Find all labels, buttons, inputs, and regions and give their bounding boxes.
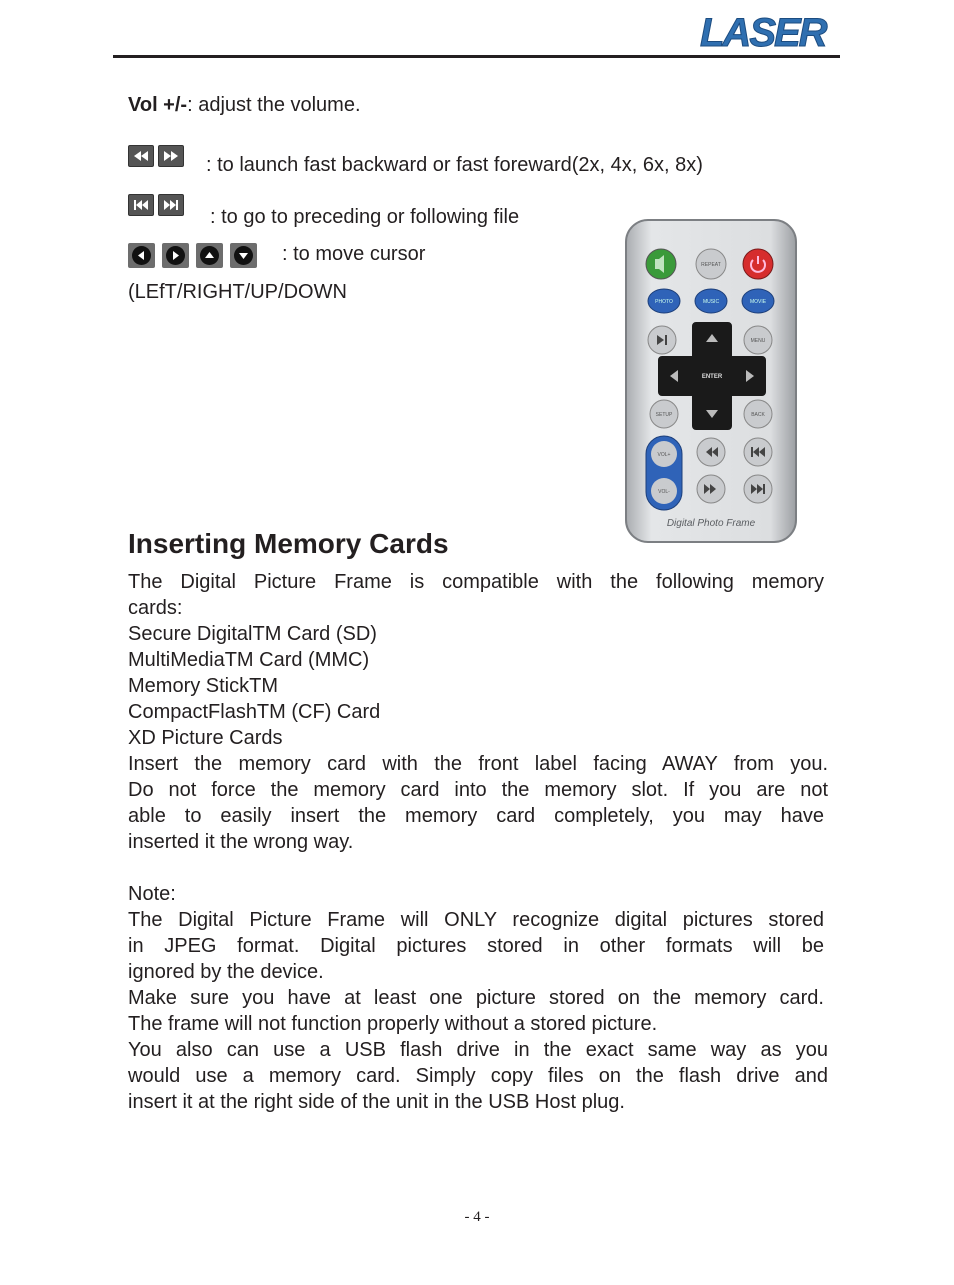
note-line: The Digital Picture Frame will ONLY recognize digital pictures stored: [128, 909, 824, 931]
file-icons: [128, 194, 184, 216]
section-title: Inserting Memory Cards: [128, 528, 449, 559]
card-item: Memory StickTM: [128, 675, 278, 697]
intro-line-1: The Digital Picture Frame is compatible with the following memory: [128, 571, 824, 593]
cursor-directions: (LEfT/RIGHT/UP/DOWN: [128, 281, 347, 303]
back-label: BACK: [751, 412, 765, 418]
right-arrow-icon: [162, 243, 189, 268]
insert-line: Insert the memory card with the front label facing AWAY from you.: [128, 753, 828, 775]
fast-icons: [128, 145, 184, 167]
intro-line-2: cards:: [128, 597, 183, 619]
page-number: - 4 -: [464, 1209, 490, 1225]
insert-line: Do not force the memory card into the memory slot. If you are not: [128, 779, 828, 801]
movie-label: MOVIE: [749, 299, 767, 305]
rewind-icon: [128, 145, 154, 167]
enter-label: ENTER: [701, 374, 723, 380]
photo-label: PHOTO: [655, 299, 673, 305]
remote-brand: Digital Photo Frame: [666, 518, 756, 529]
card-item: CompactFlashTM (CF) Card: [128, 701, 381, 723]
down-arrow-icon: [230, 243, 257, 268]
note-line: would use a memory card. Simply copy files on the flash drive and: [128, 1065, 828, 1087]
previous-file-icon: [128, 194, 154, 216]
laser-logo: [698, 8, 834, 54]
setup-label: SETUP: [655, 412, 673, 418]
next-file-icon: [158, 194, 184, 216]
remote-control-image: [624, 218, 798, 544]
vol-line: [128, 92, 361, 118]
repeat-label: REPEAT: [701, 262, 721, 268]
logo-text: LASER: [700, 11, 826, 54]
insert-line: able to easily insert the memory card completely, you may have: [128, 805, 824, 827]
file-text: : to go to preceding or following file: [210, 206, 520, 228]
up-arrow-icon: [196, 243, 223, 268]
note-line: The frame will not function properly without a stored picture.: [128, 1013, 658, 1035]
note-label: Note:: [128, 883, 176, 905]
note-line: You also can use a USB flash drive in the exact same way as you: [128, 1039, 828, 1061]
insert-line: inserted it the wrong way.: [128, 831, 354, 853]
note-line: ignored by the device.: [128, 961, 324, 983]
note-line: in JPEG format. Digital pictures stored in other formats will be: [128, 935, 824, 957]
vol-text: : adjust the volume.: [187, 94, 361, 116]
menu-label: MENU: [750, 338, 766, 344]
fast-text: : to launch fast backward or fast foreward(2x, 4x, 6x, 8x): [206, 154, 703, 176]
card-item: XD Picture Cards: [128, 727, 283, 749]
cursor-text: : to move cursor: [282, 243, 426, 265]
left-arrow-icon: [128, 243, 155, 268]
cursor-icons: [128, 243, 257, 268]
note-line: insert it at the right side of the unit in the USB Host plug.: [128, 1091, 625, 1113]
card-item: MultiMediaTM Card (MMC): [128, 649, 370, 671]
note-line: Make sure you have at least one picture stored on the memory card.: [128, 987, 824, 1009]
music-label: MUSIC: [702, 299, 720, 305]
card-item: Secure DigitalTM Card (SD): [128, 623, 377, 645]
vol-down-label: VOL-: [658, 489, 670, 495]
header-divider: [113, 55, 840, 58]
vol-label: Vol +/-: [128, 94, 188, 116]
fast-forward-icon: [158, 145, 184, 167]
vol-up-label: VOL+: [657, 452, 671, 458]
